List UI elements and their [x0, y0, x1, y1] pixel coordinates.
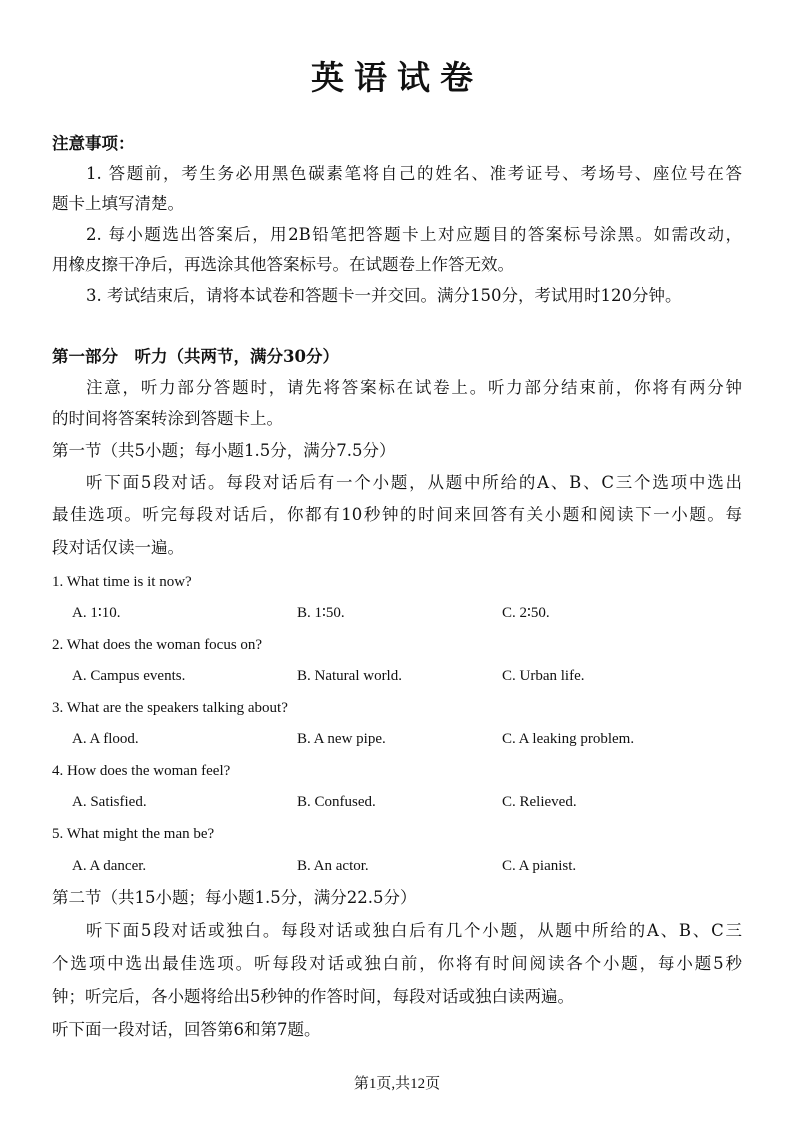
- question-2-option-c: C. Urban life.: [502, 668, 585, 684]
- part1-note-line-1: 注意，听力部分答题时，请先将答案标在试卷上。听力部分结束前，你将有两分钟: [86, 378, 742, 397]
- notice-item-2-line-2: 用橡皮擦干净后，再选涂其他答案标号。在试题卷上作答无效。: [52, 255, 514, 274]
- section2-heading: 第二节（共15小题；每小题1.5分，满分22.5分）: [52, 888, 417, 907]
- question-5-option-c: C. A pianist.: [502, 858, 577, 874]
- section1-instr-line-2: 最佳选项。听完每段对话后，你都有10秒钟的时间来回答有关小题和阅读下一小题。每: [52, 505, 742, 524]
- section2-instr-line-2: 个选项中选出最佳选项。听每段对话或独白前，你将有时间阅读各个小题，每小题5秒: [52, 954, 742, 973]
- section1-instr-line-3: 段对话仅读一遍。: [52, 538, 184, 557]
- question-1-option-b: B. 1∶50.: [297, 605, 345, 621]
- page-footer: 第1页,共12页: [353, 1076, 441, 1092]
- question-5-option-a: A. A dancer.: [72, 858, 147, 874]
- section1-instr-line-1: 听下面5段对话。每段对话后有一个小题，从题中所给的A、B、C三个选项中选出: [86, 473, 742, 492]
- question-3: 3. What are the speakers talking about?: [52, 700, 288, 716]
- question-3-option-a: A. A flood.: [72, 731, 139, 747]
- question-4: 4. How does the woman feel?: [52, 763, 231, 779]
- notice-item-1-line-2: 题卡上填写清楚。: [52, 194, 184, 213]
- part1-note-line-2: 的时间将答案转涂到答题卡上。: [52, 409, 283, 428]
- question-5: 5. What might the man be?: [52, 826, 215, 842]
- question-1: 1. What time is it now?: [52, 574, 192, 590]
- question-1-option-a: A. 1∶10.: [72, 605, 121, 621]
- question-1-option-c: C. 2∶50.: [502, 605, 550, 621]
- notice-item-2-line-1: 2. 每小题选出答案后，用2B铅笔把答题卡上对应题目的答案标号涂黑。如需改动，: [86, 225, 742, 244]
- section1-heading: 第一节（共5小题；每小题1.5分，满分7.5分）: [52, 441, 396, 460]
- question-3-option-b: B. A new pipe.: [297, 731, 386, 747]
- notice-item-1-line-1: 1. 答题前，考生务必用黑色碳素笔将自己的姓名、准考证号、考场号、座位号在答: [86, 164, 742, 183]
- question-2: 2. What does the woman focus on?: [52, 637, 263, 653]
- section2-instr-line-1: 听下面5段对话或独白。每段对话或独白后有几个小题，从题中所给的A、B、C三: [86, 921, 742, 940]
- question-5-option-b: B. An actor.: [297, 858, 369, 874]
- notice-item-3: 3. 考试结束后，请将本试卷和答题卡一并交回。满分150分，考试用时120分钟。: [86, 286, 682, 305]
- question-3-option-c: C. A leaking problem.: [502, 731, 635, 747]
- question-4-option-b: B. Confused.: [297, 794, 376, 810]
- page-title: 英语试卷: [311, 58, 483, 97]
- part1-heading: 第一部分 听力（共两节，满分30分）: [52, 347, 339, 366]
- notice-heading: 注意事项：: [52, 134, 135, 153]
- question-4-option-a: A. Satisfied.: [72, 794, 147, 810]
- section2-lead: 听下面一段对话，回答第6和第7题。: [52, 1020, 321, 1039]
- question-2-option-a: A. Campus events.: [72, 668, 186, 684]
- question-4-option-c: C. Relieved.: [502, 794, 577, 810]
- question-2-option-b: B. Natural world.: [297, 668, 402, 684]
- section2-instr-line-3: 钟；听完后，各小题将给出5秒钟的作答时间，每段对话或独白读两遍。: [52, 987, 574, 1006]
